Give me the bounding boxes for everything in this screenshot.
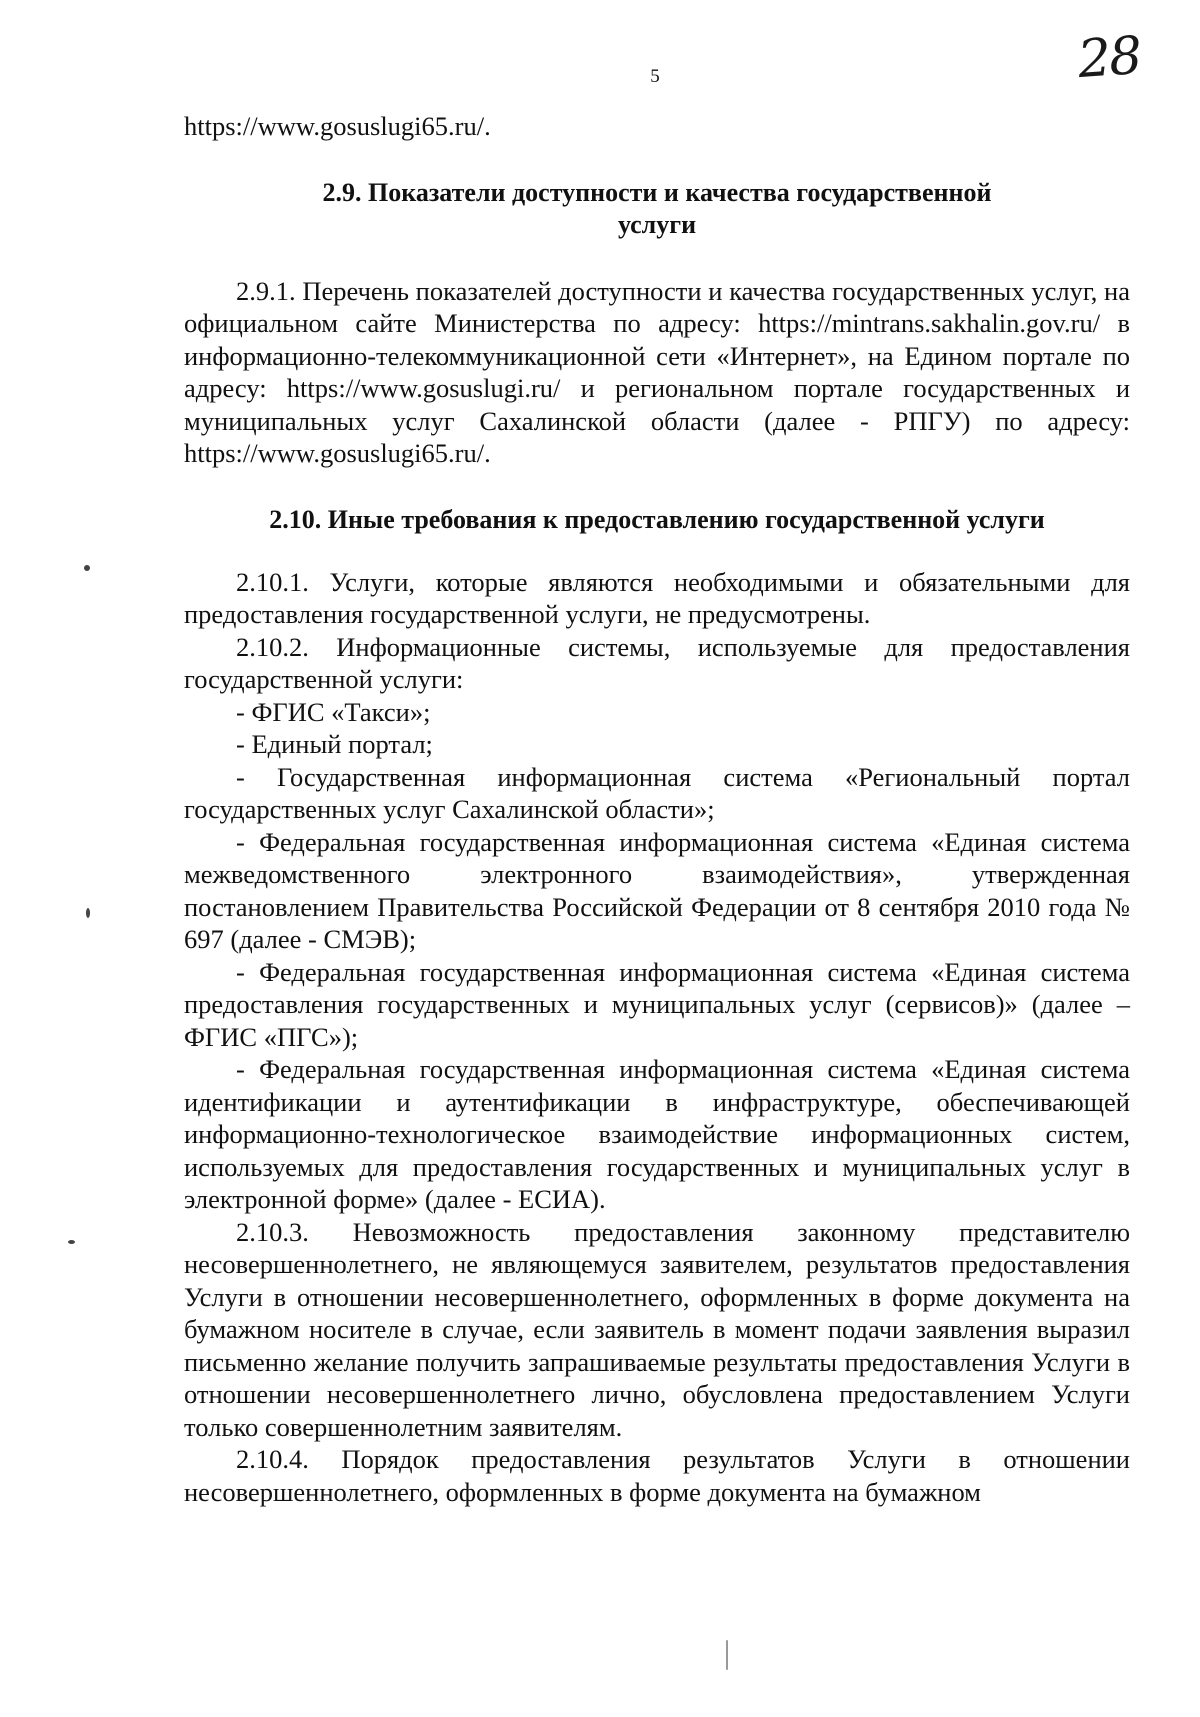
list-item: - Федеральная государственная информационная система «Единая система идентификации и аутентификации в инфраструктуре, обеспечивающей информационно-технологическое взаимодействие информационных систем, используемых для предоставления государственных и муниципальных услуг в электронной форме» (далее - ЕСИА). (184, 1054, 1130, 1214)
page-number: 5 (650, 66, 660, 87)
handwritten-page-number: 28 (1075, 25, 1143, 91)
list-item: - Федеральная государственная информационная система «Единая система межведомственного электронного взаимодействия», утвержденная постановлением Правительства Российской Федерации от 8 сентября 2010 года № 697 (далее - СМЭВ); (184, 826, 1130, 954)
scan-speck (84, 565, 90, 571)
scan-speck (86, 908, 90, 918)
scan-speck (726, 1640, 728, 1670)
list-item: - Государственная информационная система «Региональный портал государственных услуг Сахалинской области»; (184, 761, 1130, 824)
list-item: - Единый портал; (236, 729, 433, 759)
paragraph-2-10-4: 2.10.4. Порядок предоставления результатов Услуги в отношении несовершеннолетнего, оформленных в форме документа на бумажном (184, 1444, 1130, 1507)
section-2-9-heading-line2: услуги (617, 209, 697, 239)
section-2-9-heading-line1: 2.9. Показатели доступности и качества государственной (322, 177, 992, 207)
scan-speck (68, 1240, 75, 1244)
section-2-10-heading: 2.10. Иные требования к предоставлению государственной услуги (269, 504, 1045, 534)
lead-url-line: https://www.gosuslugi65.ru/. (184, 111, 491, 141)
paragraph-2-10-2: 2.10.2. Информационные системы, используемые для предоставления государственной услуги: (184, 631, 1130, 694)
list-item: - Федеральная государственная информационная система «Единая система предоставления государственных и муниципальных услуг (сервисов)» (далее – ФГИС «ПГС»); (184, 956, 1130, 1052)
paragraph-2-10-1: 2.10.1. Услуги, которые являются необходимыми и обязательными для предоставления государственной услуги, не предусмотрены. (184, 566, 1130, 629)
paragraph-2-10-3: 2.10.3. Невозможность предоставления законному представителю несовершеннолетнего, не являющемуся заявителем, результатов предоставления Услуги в отношении несовершеннолетнего, оформленных в форме документа на бумажном носителе в случае, если заявитель в момент подачи заявления выразил письменно желание получить запрашиваемые результаты предоставления Услуги в отношении несовершеннолетнего лично, обусловлена предоставлением Услуги только совершеннолетним заявителям. (184, 1216, 1130, 1442)
paragraph-2-9-1: 2.9.1. Перечень показателей доступности и качества государственных услуг, на официальном сайте Министерства по адресу: https://mintrans.sakhalin.gov.ru/ в информационно-телекоммуникационной сети «Интернет», на Едином портале по адресу: https://www.gosuslugi.ru/ и региональном портале государственных и муниципальных услуг Сахалинской области (далее - РПГУ) по адресу: https://www.gosuslugi65.ru/. (184, 275, 1130, 468)
list-item: - ФГИС «Такси»; (236, 696, 431, 727)
document-body (184, 110, 1130, 1508)
